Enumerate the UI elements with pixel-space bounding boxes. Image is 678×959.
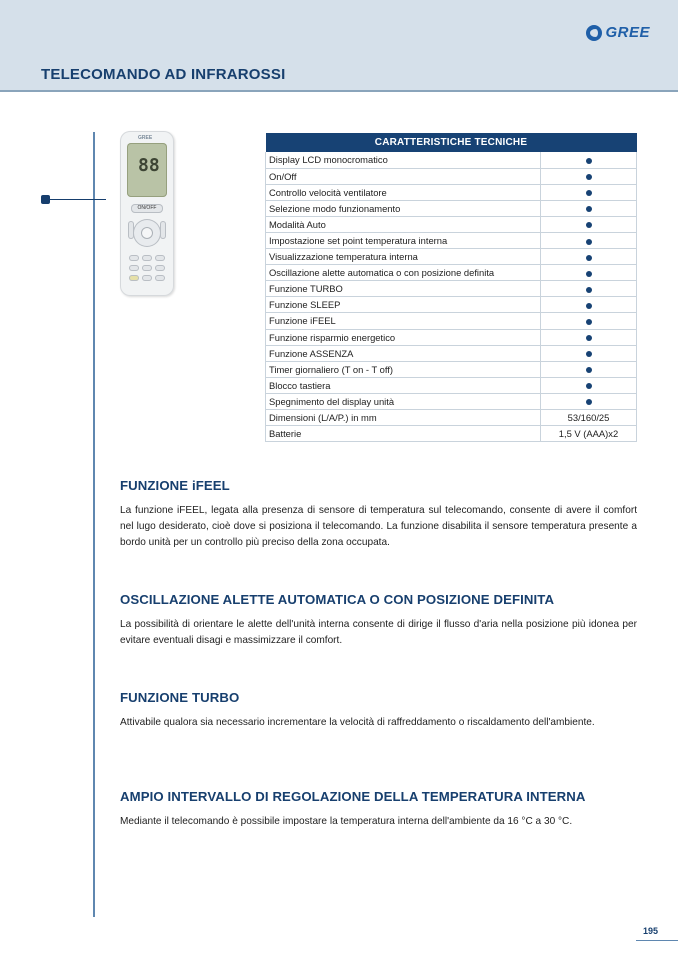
- spec-table-row: [266, 216, 637, 232]
- spec-row-value: [541, 265, 637, 281]
- spec-row-label: Impostazione set point temperatura interna: [266, 232, 541, 248]
- spec-row-value: [541, 184, 637, 200]
- spec-row-label: On/Off: [266, 168, 541, 184]
- remote-onoff-button: ON/OFF: [131, 204, 163, 213]
- spec-row-label: Visualizzazione temperatura interna: [266, 249, 541, 265]
- spec-table-row: [266, 377, 637, 393]
- bullet-dot-icon: [586, 399, 592, 405]
- section-title: OSCILLAZIONE ALETTE AUTOMATICA O CON POSIZIONE DEFINITA: [120, 592, 555, 607]
- spec-row-label: Funzione risparmio energetico: [266, 329, 541, 345]
- spec-row-label: Funzione ASSENZA: [266, 345, 541, 361]
- gree-logo-icon: [586, 25, 602, 41]
- bullet-dot-icon: [586, 271, 592, 277]
- bullet-dot-icon: [586, 158, 592, 164]
- spec-table-row: [266, 152, 637, 168]
- bullet-dot-icon: [586, 255, 592, 261]
- remote-brand-label: GREE: [138, 135, 153, 141]
- bullet-dot-icon: [586, 351, 592, 357]
- spec-row-value: [541, 313, 637, 329]
- spec-row-value: [541, 297, 637, 313]
- spec-table-row: [266, 426, 637, 442]
- remote-right-button: [160, 221, 166, 239]
- spec-table-row: [266, 297, 637, 313]
- spec-row-label: Modalità Auto: [266, 216, 541, 232]
- page-number: 195: [643, 926, 659, 936]
- spec-row-label: Funzione iFEEL: [266, 313, 541, 329]
- bullet-dot-icon: [586, 303, 592, 309]
- spec-table-row: [266, 200, 637, 216]
- logo-text: GREE: [605, 24, 650, 41]
- bullet-dot-icon: [586, 335, 592, 341]
- remote-small-button: [142, 275, 152, 281]
- section-oscillazione: [120, 592, 637, 649]
- brand-logo: [586, 24, 650, 41]
- remote-small-button: [129, 255, 139, 261]
- spec-row-label: Batterie: [266, 426, 541, 442]
- spec-table-row: [266, 361, 637, 377]
- section-temperatura: [120, 789, 637, 830]
- spec-table-row: [266, 232, 637, 248]
- page-number-rule: [636, 940, 678, 941]
- spec-row-value: [541, 393, 637, 409]
- remote-small-button: [155, 255, 165, 261]
- bullet-dot-icon: [586, 239, 592, 245]
- spec-row-label: Blocco tastiera: [266, 377, 541, 393]
- remote-small-button: [155, 275, 165, 281]
- spec-row-value: [541, 216, 637, 232]
- spec-row-label: Funzione TURBO: [266, 281, 541, 297]
- spec-row-value: [541, 361, 637, 377]
- spec-table-row: [266, 345, 637, 361]
- page-title: TELECOMANDO AD INFRAROSSI: [41, 66, 286, 83]
- section-ifeel: [120, 478, 637, 552]
- spec-row-label: Display LCD monocromatico: [266, 152, 541, 168]
- remote-mode-button: [141, 227, 153, 239]
- spec-table-row: [266, 168, 637, 184]
- spec-table-row: [266, 313, 637, 329]
- vertical-divider: [93, 132, 95, 917]
- spec-table-body: [266, 152, 637, 442]
- spec-row-value: [541, 200, 637, 216]
- spec-row-label: Spegnimento del display unità: [266, 393, 541, 409]
- remote-small-button: [129, 265, 139, 271]
- bullet-dot-icon: [586, 190, 592, 196]
- spec-table-row: [266, 184, 637, 200]
- remote-left-button: [128, 221, 134, 239]
- spec-table-row: [266, 265, 637, 281]
- spec-row-value: [541, 168, 637, 184]
- callout-marker-icon: [41, 195, 50, 204]
- spec-row-value: [541, 345, 637, 361]
- section-title: AMPIO INTERVALLO DI REGOLAZIONE DELLA TEMPERATURA INTERNA: [120, 789, 586, 804]
- spec-row-value: [541, 232, 637, 248]
- spec-row-value: [541, 281, 637, 297]
- remote-small-button: [129, 275, 139, 281]
- spec-table-row: [266, 410, 637, 426]
- spec-table-row: [266, 281, 637, 297]
- bullet-dot-icon: [586, 174, 592, 180]
- spec-table-row: [266, 249, 637, 265]
- remote-small-button: [142, 265, 152, 271]
- remote-small-button: [155, 265, 165, 271]
- bullet-dot-icon: [586, 287, 592, 293]
- spec-table: [265, 133, 637, 442]
- spec-row-label: Oscillazione alette automatica o con posizione definita: [266, 265, 541, 281]
- section-title: FUNZIONE TURBO: [120, 690, 240, 705]
- section-body: Attivabile qualora sia necessario incrementare la velocità di raffreddamento o riscaldamento dell'ambiente.: [120, 717, 595, 728]
- spec-row-value: [541, 329, 637, 345]
- section-title: FUNZIONE iFEEL: [120, 478, 230, 493]
- spec-row-value: [541, 377, 637, 393]
- spec-row-value: 53/160/25: [541, 410, 637, 426]
- spec-row-label: Dimensioni (L/A/P.) in mm: [266, 410, 541, 426]
- callout-line: [50, 199, 106, 200]
- spec-row-label: Selezione modo funzionamento: [266, 200, 541, 216]
- spec-row-value: [541, 249, 637, 265]
- section-body: La possibilità di orientare le alette dell'unità interna consente di dirige il flusso d'aria nella posizione più idonea per evitare eventuali disagi e massimizzare il comfort.: [120, 619, 637, 647]
- spec-row-label: Timer giornaliero (T on - T off): [266, 361, 541, 377]
- header-band: [0, 0, 678, 92]
- bullet-dot-icon: [586, 383, 592, 389]
- bullet-dot-icon: [586, 206, 592, 212]
- bullet-dot-icon: [586, 319, 592, 325]
- bullet-dot-icon: [586, 367, 592, 373]
- bullet-dot-icon: [586, 222, 592, 228]
- spec-table-header-row: [266, 133, 637, 152]
- spec-row-label: Funzione SLEEP: [266, 297, 541, 313]
- section-body: Mediante il telecomando è possibile impostare la temperatura interna dell'ambiente da 16 °C a 30 °C.: [120, 816, 573, 827]
- section-body: La funzione iFEEL, legata alla presenza di sensore di temperatura sul telecomando, consente di avere il comfort nel lugo desiderato, cioè dove si posiziona il telecomando. La funzione disabilita il sensore temperatura presente a bordo unità per un controllo più preciso della zona occupata.: [120, 505, 637, 549]
- remote-lcd-digits: 88: [138, 155, 160, 176]
- spec-row-value: 1,5 V (AAA)x2: [541, 426, 637, 442]
- spec-row-value: [541, 152, 637, 168]
- section-turbo: [120, 690, 637, 731]
- spec-row-label: Controllo velocità ventilatore: [266, 184, 541, 200]
- spec-table-heading: CARATTERISTICHE TECNICHE: [266, 133, 637, 152]
- remote-lcd-display: [127, 143, 167, 197]
- spec-table-row: [266, 329, 637, 345]
- remote-small-button: [142, 255, 152, 261]
- remote-control-image: [120, 131, 174, 296]
- spec-table-row: [266, 393, 637, 409]
